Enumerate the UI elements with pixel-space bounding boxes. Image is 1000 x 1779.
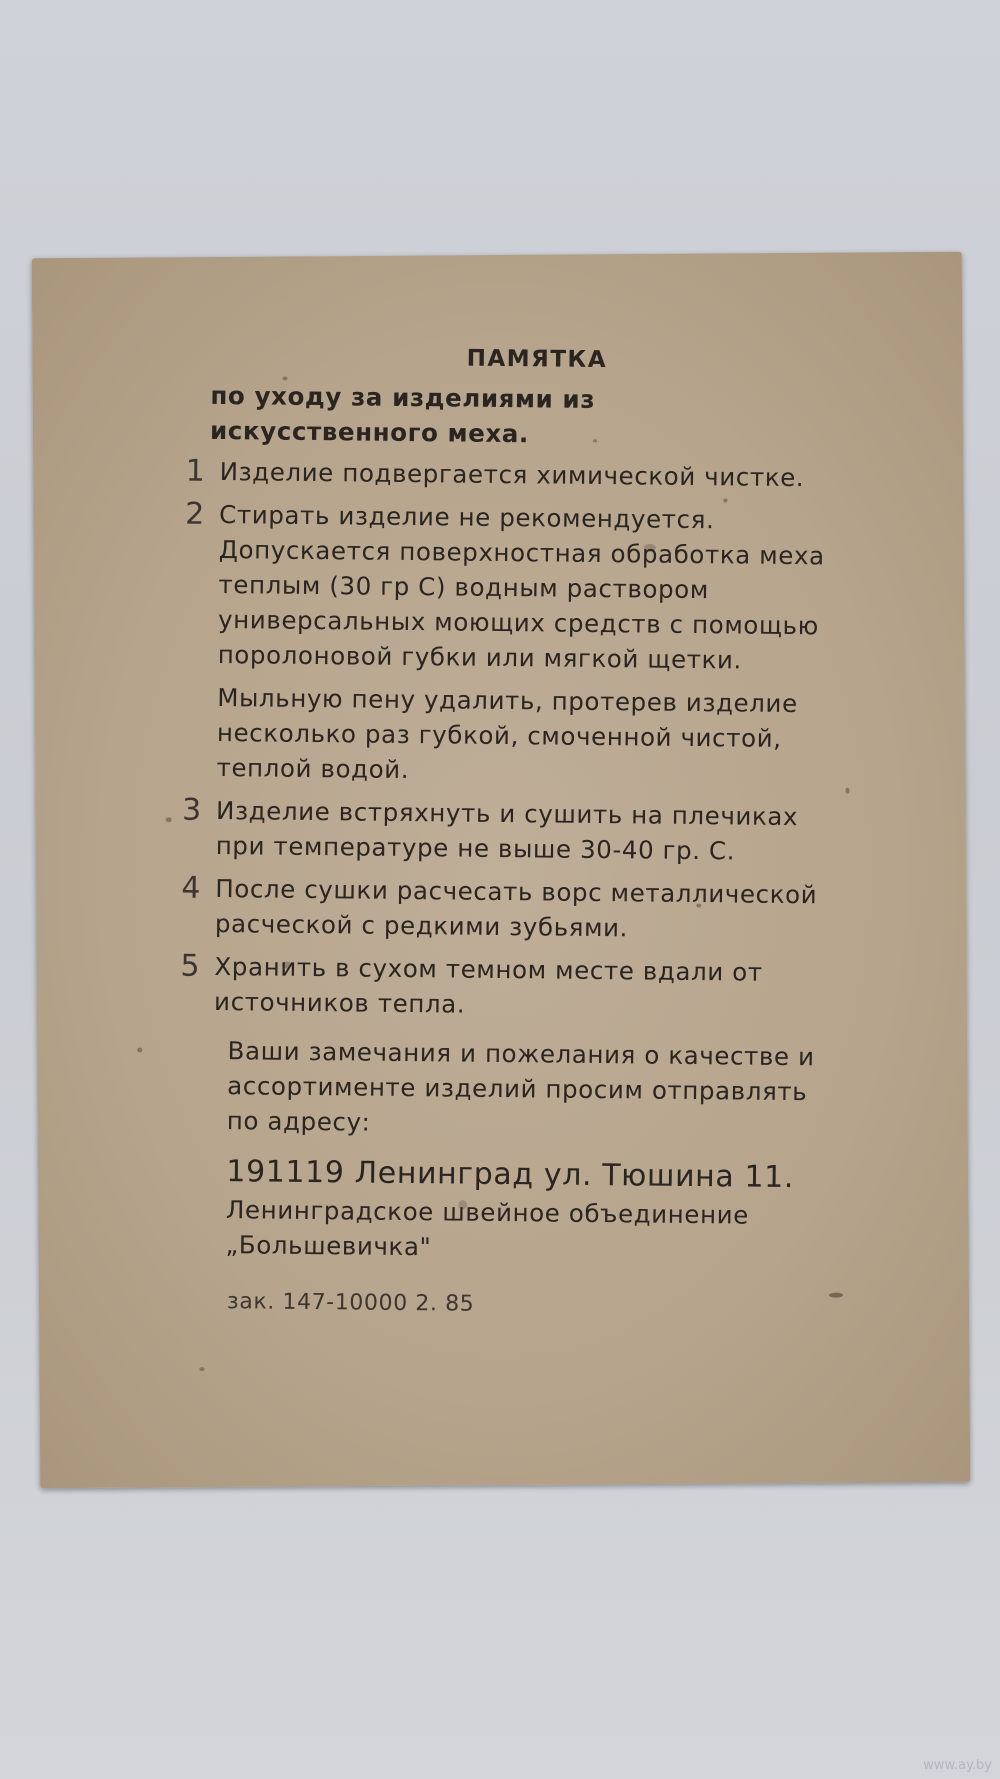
instruction-item-4 xyxy=(181,871,822,948)
leaflet-text xyxy=(177,327,827,1326)
instruction-item-5 xyxy=(180,949,821,1026)
instruction-item-2 xyxy=(182,497,825,792)
address-line-2: Ленинградское швейное объединение xyxy=(225,1195,750,1230)
item-number: 2 xyxy=(185,496,206,532)
order-number: зак. 147-10000 2. 85 xyxy=(226,1289,475,1317)
item-number: 4 xyxy=(181,870,202,906)
leaflet-subtitle: по уходу за изделиями из искусственного меха. xyxy=(209,380,596,449)
item-text: Стирать изделие не рекомендуется. Допускается поверхностная обработка меха теплым (30 гр С) водным раствором универсальных моющих средств с помощью поролоновой губки или мягкой щетки. xyxy=(217,500,825,675)
item-number: 5 xyxy=(180,948,201,984)
leaflet-title: ПАМЯТКА xyxy=(466,345,608,374)
item-text: Хранить в сухом темном месте вдали от источников тепла. xyxy=(213,951,763,1019)
instruction-item-1 xyxy=(186,454,826,496)
address-block xyxy=(225,1152,818,1268)
closing-text: Ваши замечания и пожелания о качестве и ассортименте изделий просим отправлять по адресу: xyxy=(226,1036,815,1137)
instruction-item-3 xyxy=(182,793,823,870)
item-text: Мыльную пену удалить, протерев изделие несколько раз губкой, смоченной чистой, теплой водой. xyxy=(216,683,798,785)
item-number: 3 xyxy=(181,792,203,828)
item-text: Изделие встряхнуть и сушить на плечиках при температуре не выше 30-40 гр. С. xyxy=(215,796,799,866)
address-line-3: „Большевичка" xyxy=(225,1230,432,1262)
item-text: После сушки расчесать ворс металлической расческой с редкими зубьями. xyxy=(214,874,818,943)
watermark: www.ay.by xyxy=(923,1758,992,1773)
address-line-1: 191119 Ленинград ул. Тюшина 11. xyxy=(226,1154,795,1196)
item-number: 1 xyxy=(185,453,206,489)
item-text: Изделие подвергается химической чистке. xyxy=(219,457,805,493)
